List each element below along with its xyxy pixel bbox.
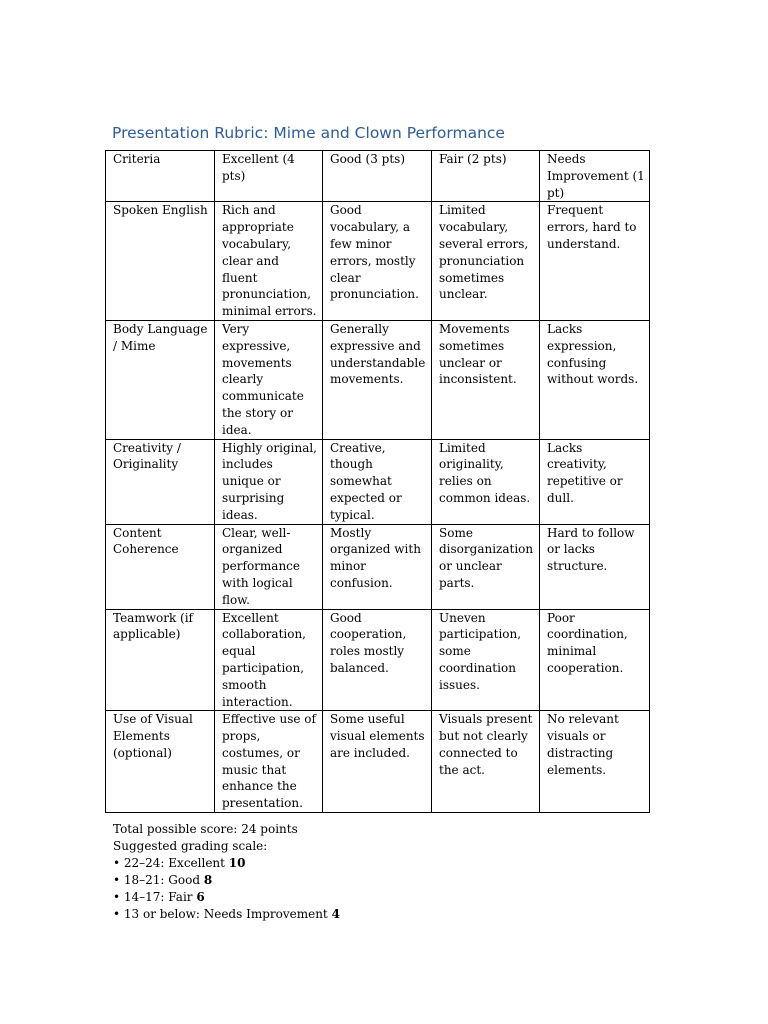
total-score-text: Total possible score: 24 points (113, 822, 298, 836)
fair-cell: Visuals present but not clearly connected to the act. (432, 711, 540, 813)
list-item (113, 906, 340, 923)
header-excellent: Excellent (4 pts) (215, 151, 323, 202)
rubric-table (105, 150, 650, 813)
criteria-cell: Use of Visual Elements (optional) (106, 711, 215, 813)
good-cell: Generally expressive and understandable movements. (323, 320, 432, 439)
good-cell: Good cooperation, roles mostly balanced. (323, 609, 432, 711)
fair-cell: Limited vocabulary, several errors, pronunciation sometimes unclear. (432, 202, 540, 321)
scale-score: 4 (331, 906, 340, 921)
criteria-cell: Creativity / Originality (106, 439, 215, 524)
good-cell: Good vocabulary, a few minor errors, mostly clear pronunciation. (323, 202, 432, 321)
good-cell: Creative, though somewhat expected or typical. (323, 439, 432, 524)
list-item (113, 855, 340, 872)
scale-score: 8 (203, 872, 213, 887)
header-criteria: Criteria (106, 151, 215, 202)
excellent-cell: Clear, well-organized performance with logical flow. (215, 524, 323, 609)
excellent-cell: Very expressive, movements clearly communicate the story or idea. (215, 320, 323, 439)
table-row (106, 439, 650, 524)
good-cell: Mostly organized with minor confusion. (323, 524, 432, 609)
list-item (113, 889, 340, 906)
criteria-cell: Content Coherence (106, 524, 215, 609)
header-needs-improvement: Needs Improvement (1 pt) (540, 151, 650, 202)
grading-scale-list (113, 855, 340, 923)
score-summary (113, 821, 340, 922)
needs-improvement-cell: Hard to follow or lacks structure. (540, 524, 650, 609)
needs-improvement-cell: Lacks creativity, repetitive or dull. (540, 439, 650, 524)
fair-cell: Limited originality, relies on common ideas. (432, 439, 540, 524)
list-item (113, 872, 340, 889)
criteria-cell: Body Language / Mime (106, 320, 215, 439)
scale-score: 10 (228, 855, 246, 870)
scale-score: 6 (196, 889, 205, 904)
scale-range: • 22–24: Excellent (113, 855, 229, 870)
needs-improvement-cell: No relevant visuals or distracting elements. (540, 711, 650, 813)
criteria-cell: Spoken English (106, 202, 215, 321)
scale-range: • 14–17: Fair (113, 889, 197, 904)
excellent-cell: Highly original, includes unique or surprising ideas. (215, 439, 323, 524)
table-row (106, 711, 650, 813)
table-row (106, 320, 650, 439)
fair-cell: Uneven participation, some coordination issues. (432, 609, 540, 711)
excellent-cell: Effective use of props, costumes, or music that enhance the presentation. (215, 711, 323, 813)
needs-improvement-cell: Frequent errors, hard to understand. (540, 202, 650, 321)
table-row (106, 609, 650, 711)
criteria-cell: Teamwork (if applicable) (106, 609, 215, 711)
fair-cell: Movements sometimes unclear or inconsistent. (432, 320, 540, 439)
excellent-cell: Rich and appropriate vocabulary, clear and fluent pronunciation, minimal errors. (215, 202, 323, 321)
header-fair: Fair (2 pts) (432, 151, 540, 202)
table-row (106, 524, 650, 609)
good-cell: Some useful visual elements are included. (323, 711, 432, 813)
scale-range: • 18–21: Good (113, 872, 204, 887)
scale-range: • 13 or below: Needs Improvement (113, 906, 332, 921)
fair-cell: Some disorganization or unclear parts. (432, 524, 540, 609)
needs-improvement-cell: Lacks expression, confusing without words. (540, 320, 650, 439)
table-row (106, 202, 650, 321)
table-header-row (106, 151, 650, 202)
document-title: Presentation Rubric: Mime and Clown Performance (112, 124, 505, 142)
needs-improvement-cell: Poor coordination, minimal cooperation. (540, 609, 650, 711)
grading-scale-label: Suggested grading scale: (113, 838, 268, 853)
header-good: Good (3 pts) (323, 151, 432, 202)
excellent-cell: Excellent collaboration, equal participation, smooth interaction. (215, 609, 323, 711)
